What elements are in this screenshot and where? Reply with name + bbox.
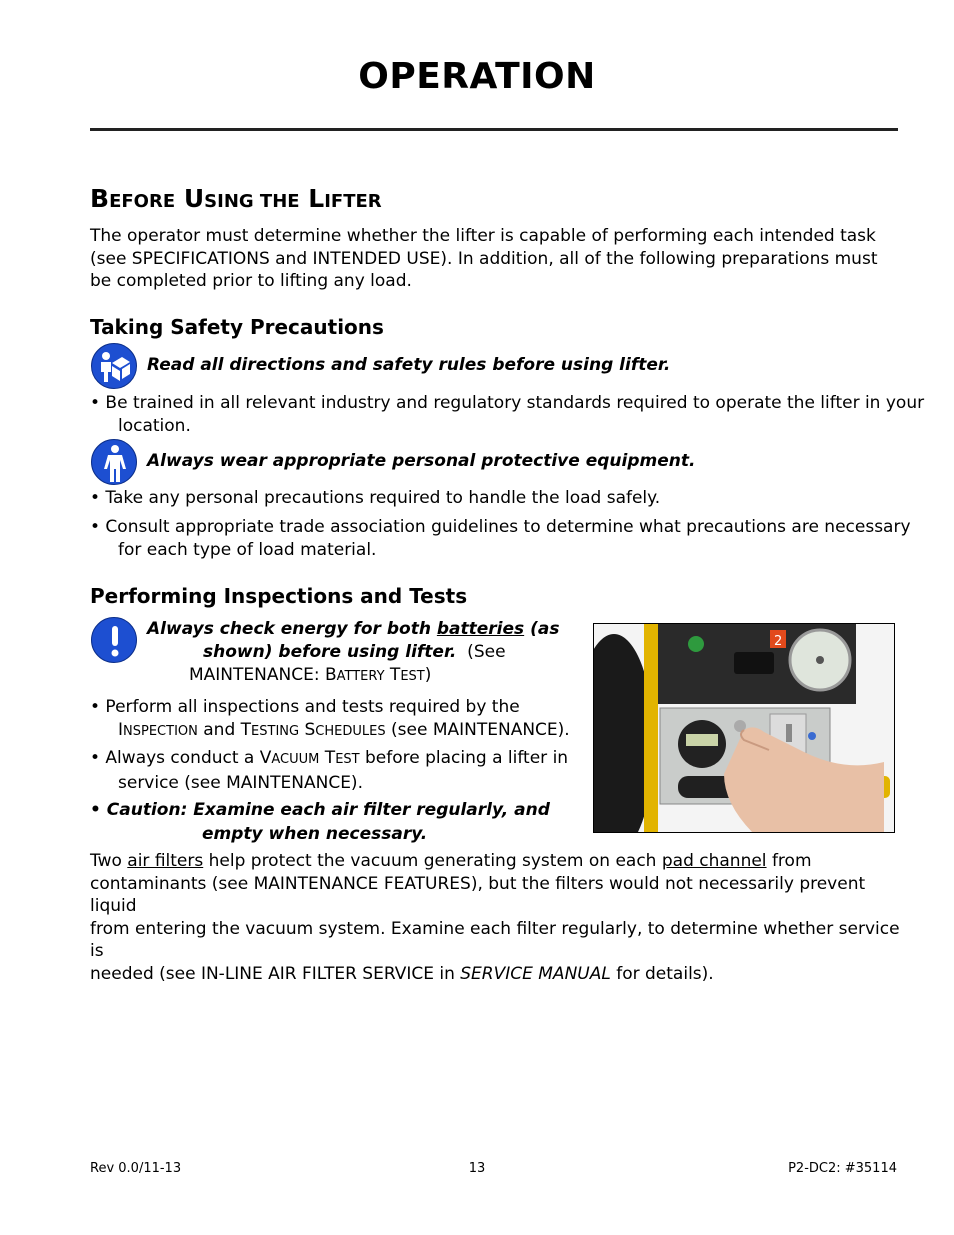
inspections-heading: Performing Inspections and Tests bbox=[90, 584, 468, 608]
protective-suit-icon bbox=[91, 439, 137, 485]
warning-read-directions: Read all directions and safety rules before using lifter. bbox=[147, 355, 671, 375]
bullet-be-trained: • Be trained in all relevant industry and regulatory standards required to operate the lifter in your location. bbox=[90, 393, 925, 436]
section-heading: BEFORE USING THE LIFTER bbox=[90, 184, 382, 213]
page-title: OPERATION bbox=[358, 56, 596, 97]
footer-revision: Rev 0.0/11-13 bbox=[90, 1161, 182, 1176]
battery-check-photo bbox=[593, 623, 895, 833]
exclamation-icon bbox=[91, 617, 137, 663]
bullet-personal-precautions: • Take any personal precautions required to handle the load safely. bbox=[90, 488, 661, 508]
batteries-link[interactable]: batteries bbox=[436, 619, 525, 639]
photo-badge-number: 2 bbox=[774, 634, 783, 649]
bullet-consult-guidelines: • Consult appropriate trade association guidelines to determine what precautions are necessary for each type of load material. bbox=[90, 517, 911, 560]
bullet-vacuum-test: • Always conduct a VACUUM TEST before placing a lifter in service (see MAINTENANCE). bbox=[90, 748, 569, 793]
intro-paragraph: The operator must determine whether the lifter is capable of performing each intended task (see SPECIFICATIONS and INTENDED USE). In addition, all of the following preparations must be completed prior to lifting any load. bbox=[90, 226, 878, 291]
bullet-perform-inspections: • Perform all inspections and tests required by the INSPECTION and TESTING SCHEDULES (see MAINTENANCE). bbox=[90, 697, 570, 740]
warning-check-energy: Always check energy for both batteries (as shown) before using lifter. (See MAINTENANCE: BATTERY TEST) bbox=[147, 619, 560, 685]
air-filters-link[interactable]: air filters bbox=[127, 851, 204, 871]
footer-document-id: P2-DC2: #35114 bbox=[788, 1161, 897, 1176]
footer-page-number: 13 bbox=[468, 1161, 486, 1176]
read-manual-icon bbox=[91, 343, 137, 389]
safety-heading: Taking Safety Precautions bbox=[90, 315, 384, 339]
warning-ppe: Always wear appropriate personal protective equipment. bbox=[147, 451, 696, 471]
pad-channel-link[interactable]: pad channel bbox=[661, 851, 767, 871]
caution-air-filter: • Caution: Examine each air filter regularly, and empty when necessary. bbox=[90, 800, 550, 844]
air-filter-paragraph: Two air filters help protect the vacuum generating system on each pad channel from contaminants (see MAINTENANCE FEATURES), but the filters would not necessarily prevent liquid from entering the vacuum system. Examine each filter regularly, to determine whether service is needed (see IN-LINE AIR FILTER SERVICE in SERVICE MANUAL for details). bbox=[90, 851, 900, 984]
title-divider bbox=[90, 128, 898, 131]
